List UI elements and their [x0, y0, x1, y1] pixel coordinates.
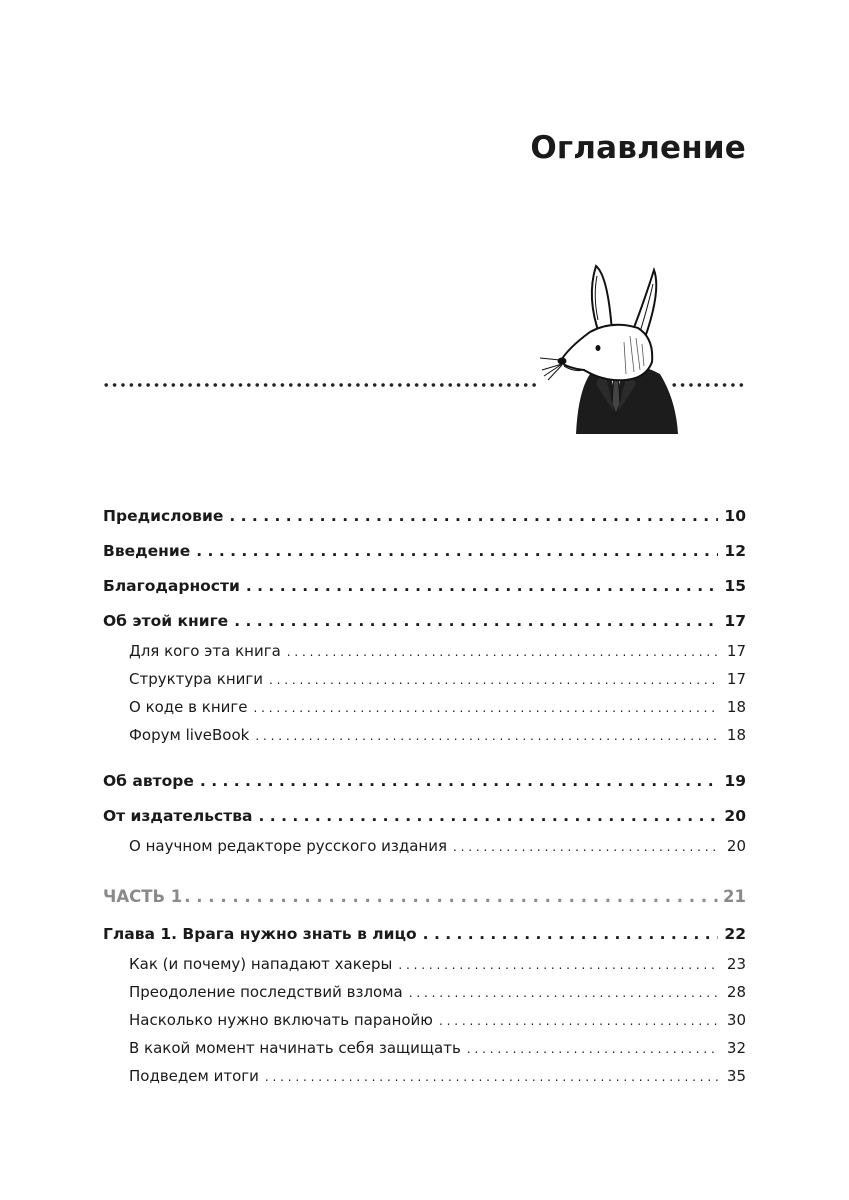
toc-entry-title: О коде в книге: [129, 698, 248, 716]
toc-leader-dots: [423, 920, 718, 948]
rabbit-in-suit-illustration: [538, 262, 680, 434]
toc-leader-dots: [259, 802, 719, 830]
toc-leader-dots: [246, 572, 718, 600]
toc-leader-dots: [453, 833, 718, 861]
toc-entry[interactable]: [103, 802, 746, 832]
toc-chapter-entry[interactable]: [103, 920, 746, 950]
toc-entry-page: 17: [724, 612, 746, 630]
toc-subentry[interactable]: [103, 950, 746, 978]
toc-leader-dots: [254, 694, 718, 722]
toc-entry-page: 23: [726, 955, 746, 973]
toc-part-title: ЧАСТЬ 1: [103, 887, 183, 906]
toc-subentry[interactable]: [103, 637, 746, 665]
toc-entry-page: 15: [724, 577, 746, 595]
toc-entry-title: Преодоление последствий взлома: [129, 983, 403, 1001]
toc-leader-dots: [229, 502, 718, 530]
toc-leader-dots: [409, 979, 718, 1007]
toc-entry-page: 30: [726, 1011, 746, 1029]
toc-entry-page: 20: [726, 837, 746, 855]
toc-leader-dots: [234, 607, 718, 635]
toc-subentry[interactable]: [103, 832, 746, 860]
toc-entry-title: Об этой книге: [103, 612, 229, 630]
page-title: Оглавление: [530, 130, 746, 166]
toc-leader-dots: [269, 666, 718, 694]
toc-leader-dots: [184, 882, 721, 912]
toc-entry-page: 17: [726, 642, 746, 660]
toc-entry-page: 21: [723, 887, 746, 906]
toc-leader-dots: [200, 767, 718, 795]
toc-entry-page: 28: [726, 983, 746, 1001]
toc-entry-page: 19: [724, 772, 746, 790]
toc-leader-dots: [196, 537, 718, 565]
toc-entry-title: О научном редакторе русского издания: [129, 837, 448, 855]
toc-entry-title: Структура книги: [129, 670, 264, 688]
toc-entry-page: 20: [724, 807, 746, 825]
toc-entry-page: 18: [726, 726, 746, 744]
toc-entry-page: 12: [724, 542, 746, 560]
dotted-rule-left: [102, 382, 538, 388]
toc-entry-title: Насколько нужно включать паранойю: [129, 1011, 433, 1029]
toc-leader-dots: [287, 638, 718, 666]
toc-entry-page: 32: [726, 1039, 746, 1057]
toc-entry-title: Форум liveBook: [129, 726, 250, 744]
toc-entry[interactable]: [103, 572, 746, 607]
toc-subentry[interactable]: [103, 665, 746, 693]
table-of-contents: [103, 502, 746, 1090]
toc-leader-dots: [439, 1007, 718, 1035]
toc-entry-title: Как (и почему) нападают хакеры: [129, 955, 393, 973]
toc-subentry[interactable]: [103, 1062, 746, 1090]
toc-leader-dots: [398, 951, 718, 979]
toc-entry-page: 10: [724, 507, 746, 525]
toc-entry-page: 35: [726, 1067, 746, 1085]
toc-entry-title: Глава 1. Врага нужно знать в лицо: [103, 925, 417, 943]
toc-subentry[interactable]: [103, 978, 746, 1006]
toc-entry-title: Об авторе: [103, 772, 194, 790]
toc-entry[interactable]: [103, 607, 746, 637]
toc-subentry[interactable]: [103, 721, 746, 749]
toc-entry-page: 17: [726, 670, 746, 688]
toc-subentry[interactable]: [103, 1006, 746, 1034]
toc-entry[interactable]: [103, 767, 746, 802]
toc-entry-title: Для кого эта книга: [129, 642, 281, 660]
toc-leader-dots: [265, 1063, 718, 1091]
toc-subentry[interactable]: [103, 1034, 746, 1062]
toc-entry[interactable]: [103, 537, 746, 572]
toc-part-heading[interactable]: [103, 882, 746, 920]
toc-subentry[interactable]: [103, 693, 746, 721]
toc-leader-dots: [467, 1035, 718, 1063]
toc-entry-page: 18: [726, 698, 746, 716]
toc-entry-title: В какой момент начинать себя защищать: [129, 1039, 461, 1057]
toc-entry-title: Подведем итоги: [129, 1067, 259, 1085]
toc-entry-title: Благодарности: [103, 577, 240, 595]
toc-entry-title: Предисловие: [103, 507, 224, 525]
toc-entry[interactable]: [103, 502, 746, 537]
toc-entry-page: 22: [724, 925, 746, 943]
dotted-rule-right: [670, 382, 746, 388]
toc-leader-dots: [255, 722, 718, 750]
toc-entry-title: Введение: [103, 542, 191, 560]
toc-entry-title: От издательства: [103, 807, 253, 825]
